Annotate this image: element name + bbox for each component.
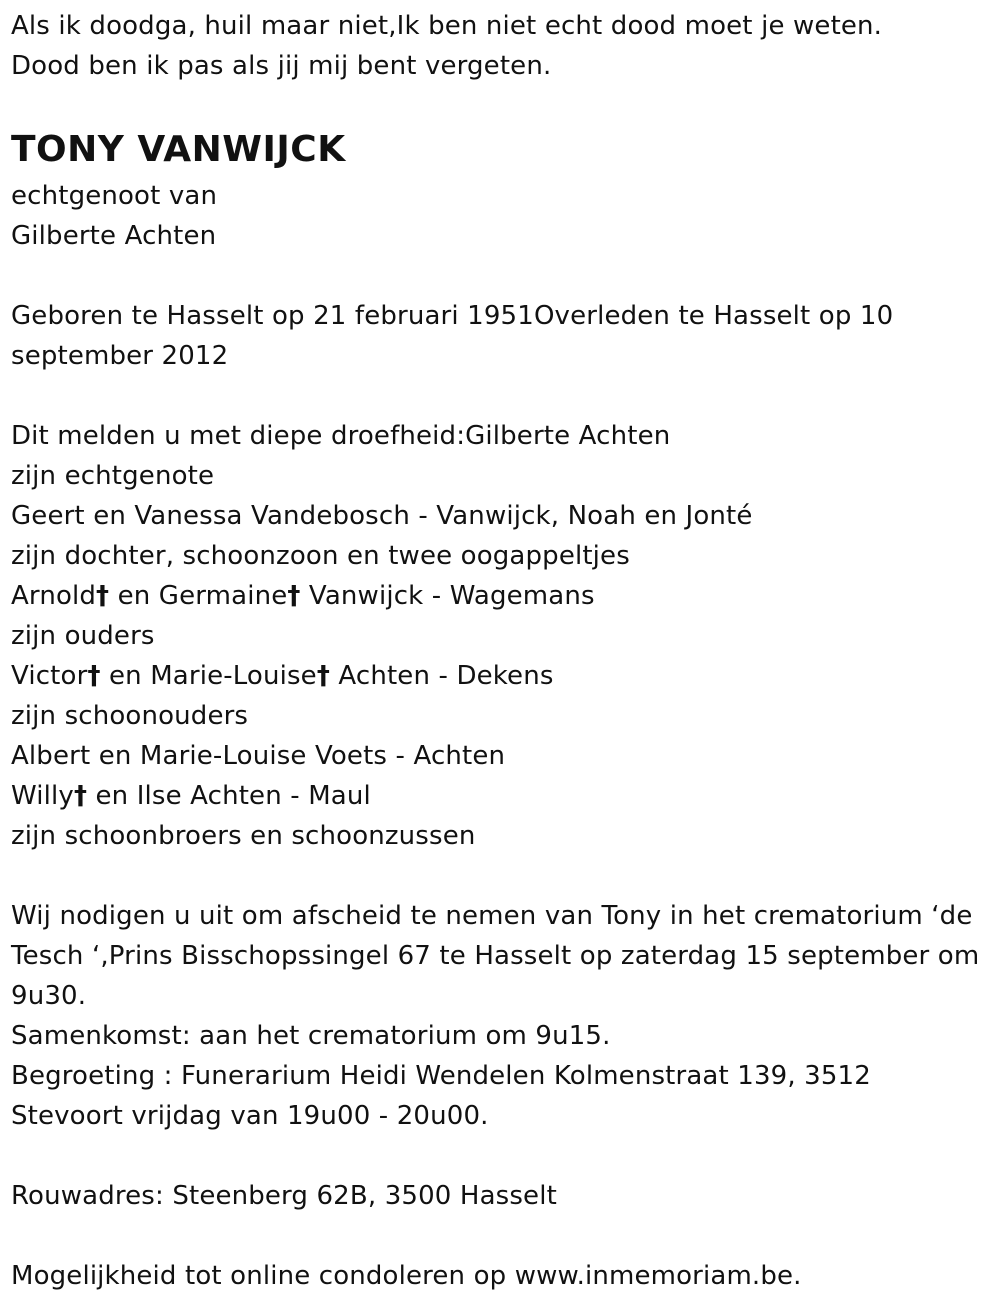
parents-surname: Vanwijck - Wagemans bbox=[300, 581, 595, 611]
gathering-info: Samenkomst: aan het crematorium om 9u15. bbox=[11, 1021, 611, 1051]
parent-name: Arnold bbox=[11, 581, 97, 611]
cross-icon: † bbox=[96, 581, 110, 611]
children-names: Geert en Vanessa Vandebosch - Vanwijck, Noah en Jonté bbox=[11, 501, 753, 531]
spouse-role: zijn echtgenote bbox=[11, 461, 215, 491]
deceased-name: TONY VANWIJCK bbox=[11, 129, 346, 170]
cross-icon: † bbox=[316, 661, 330, 691]
birth-death-dates: Geboren te Hasselt op 21 februari 1951Overleden te Hasselt op 10 september 2012 bbox=[11, 301, 894, 371]
siblings-role: zijn schoonbroers en schoonzussen bbox=[11, 821, 476, 851]
inlaw-name: en Marie-Louise bbox=[100, 661, 317, 691]
condolence-info: Mogelijkheid tot online condoleren op www.inmemoriam.be. bbox=[11, 1261, 802, 1291]
sibling-name: en Ilse Achten - Maul bbox=[87, 781, 371, 811]
obituary-notice bbox=[11, 6, 991, 1296]
spacer bbox=[11, 856, 991, 896]
mourning-address: Rouwadres: Steenberg 62B, 3500 Hasselt bbox=[11, 1181, 557, 1211]
sibling-name: Willy bbox=[11, 781, 74, 811]
children-role: zijn dochter, schoonzoon en twee oogappeltjes bbox=[11, 541, 630, 571]
cross-icon: † bbox=[87, 661, 101, 691]
cross-icon: † bbox=[73, 781, 88, 811]
visitation-info: Begroeting : Funerarium Heidi Wendelen Kolmenstraat 139, 3512 Stevoort vrijdag van 19u00 - 20u00. bbox=[11, 1061, 871, 1131]
inlaws-role: zijn schoonouders bbox=[11, 701, 249, 731]
poem-line-1: Als ik doodga, huil maar niet,Ik ben niet echt dood moet je weten. bbox=[11, 11, 883, 41]
family-intro: Dit melden u met diepe droefheid:Gilberte Achten bbox=[11, 421, 671, 451]
inlaw-name: Victor bbox=[11, 661, 88, 691]
ceremony-invitation: Wij nodigen u uit om afscheid te nemen van Tony in het crematorium ‘de Tesch ‘,Prins Bisschopssingel 67 te Hasselt op zaterdag 15 september om 9u30. bbox=[11, 901, 980, 1011]
spouse-name: Gilberte Achten bbox=[11, 221, 217, 251]
inlaws-surname: Achten - Dekens bbox=[330, 661, 554, 691]
cross-icon: † bbox=[287, 581, 301, 611]
parents-role: zijn ouders bbox=[11, 621, 155, 651]
parents-names bbox=[11, 576, 991, 616]
relation-label: echtgenoot van bbox=[11, 181, 218, 211]
inlaws-names bbox=[11, 656, 991, 696]
poem-line-2: Dood ben ik pas als jij mij bent vergeten. bbox=[11, 51, 552, 81]
siblings-names-1: Albert en Marie-Louise Voets - Achten bbox=[11, 741, 506, 771]
spacer bbox=[11, 1136, 991, 1176]
parent-name: en Germaine bbox=[109, 581, 288, 611]
spacer bbox=[11, 1216, 991, 1256]
spacer bbox=[11, 376, 991, 416]
siblings-names-2 bbox=[11, 776, 991, 816]
spacer bbox=[11, 256, 991, 296]
